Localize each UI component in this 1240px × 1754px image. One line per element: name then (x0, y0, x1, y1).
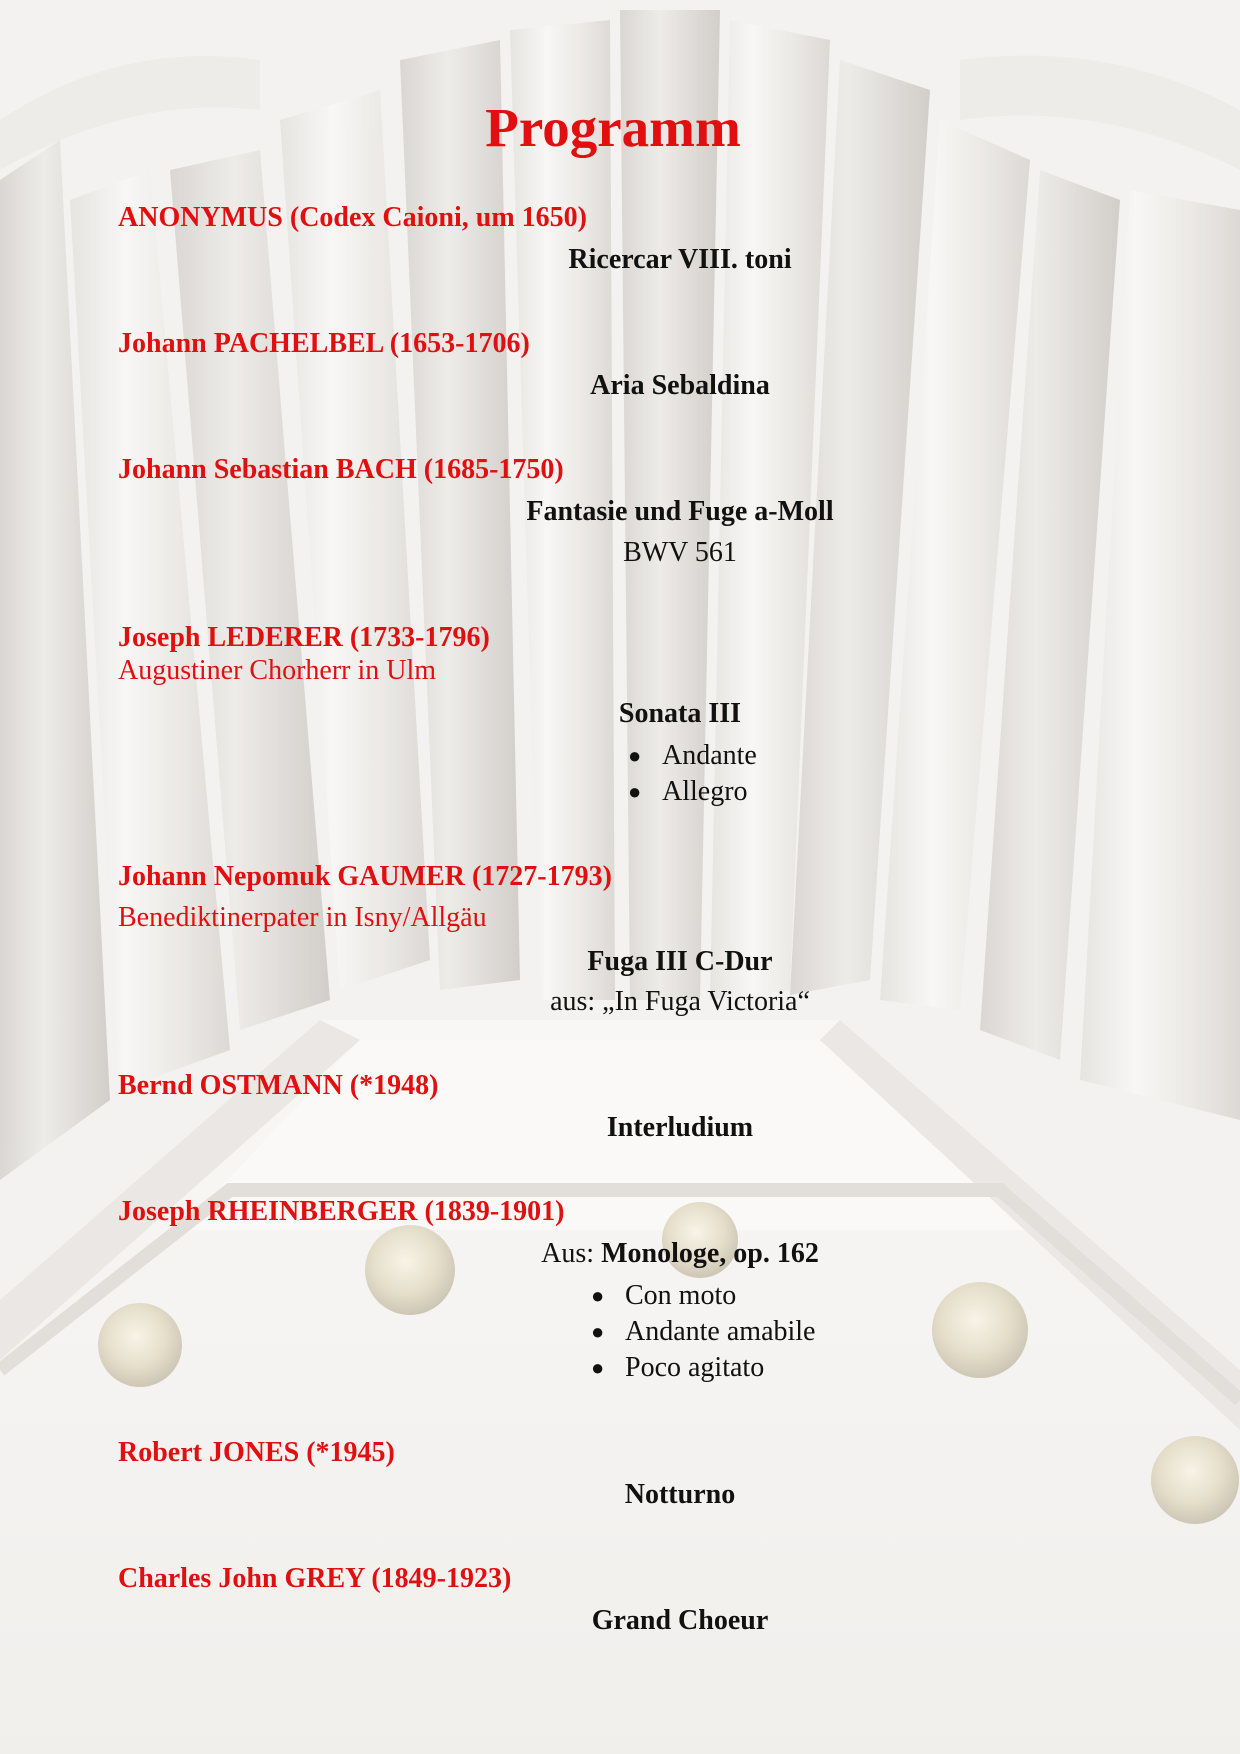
list-item: ● Con moto (587, 1278, 815, 1314)
list-item: ● Andante amabile (587, 1314, 815, 1350)
work-catalog-number: BWV 561 (623, 537, 737, 568)
work-title: Sonata III (618, 698, 742, 729)
work-title: Interludium (606, 1112, 754, 1143)
work-source: aus: „In Fuga Victoria“ (550, 986, 810, 1017)
bullet-icon: ● (591, 1319, 605, 1344)
work-title: Ricercar VIII. toni (568, 244, 792, 275)
composer-name: Bernd OSTMANN (*1948) (118, 1070, 439, 1101)
work-title: Grand Choeur (591, 1605, 769, 1636)
work-title: Fuga III C-Dur (587, 946, 773, 977)
composer-name: ANONYMUS (Codex Caioni, um 1650) (118, 202, 587, 233)
list-item: ● Poco agitato (587, 1350, 815, 1386)
bullet-icon: ● (591, 1283, 605, 1308)
composer-description: Augustiner Chorherr in Ulm (118, 655, 437, 686)
composer-name: Johann Nepomuk GAUMER (1727-1793) (118, 861, 612, 892)
composer-name: Charles John GREY (1849-1923) (118, 1563, 512, 1594)
bullet-icon: ● (628, 743, 642, 768)
list-item: ● Allegro (624, 774, 757, 810)
work-title: Aus: Monologe, op. 162 (541, 1238, 819, 1269)
movement-list (587, 1278, 815, 1386)
bullet-icon: ● (591, 1355, 605, 1380)
composer-name: Joseph LEDERER (1733-1796) (118, 622, 490, 653)
work-title: Fantasie und Fuge a-Moll (526, 496, 834, 527)
movement-list (624, 738, 757, 810)
composer-name: Johann PACHELBEL (1653-1706) (118, 328, 530, 359)
list-item: ● Andante (624, 738, 757, 774)
composer-name: Robert JONES (*1945) (118, 1437, 395, 1468)
composer-name: Joseph RHEINBERGER (1839-1901) (118, 1196, 565, 1227)
page-title: Programm (485, 97, 741, 158)
composer-name: Johann Sebastian BACH (1685-1750) (118, 454, 564, 485)
composer-description: Benediktinerpater in Isny/Allgäu (118, 902, 487, 933)
bullet-icon: ● (628, 779, 642, 804)
work-title: Aria Sebaldina (590, 370, 770, 401)
work-title: Notturno (624, 1479, 736, 1510)
